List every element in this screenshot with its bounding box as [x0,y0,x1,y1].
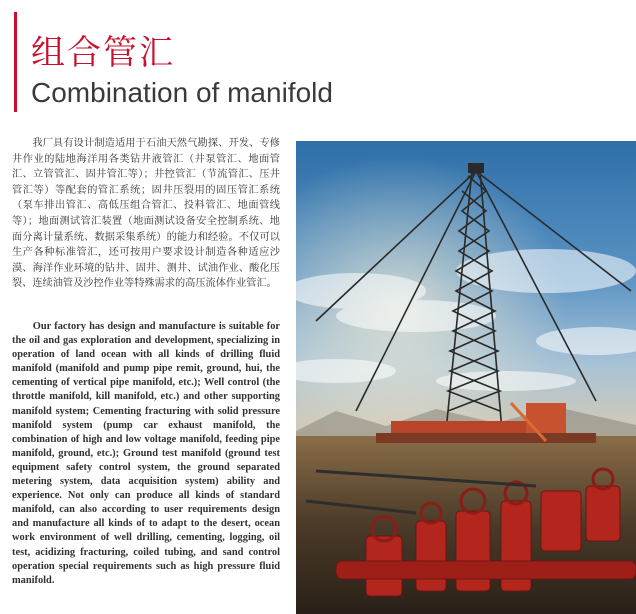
description-english: Our factory has design and manufacture is suitable for the oil and gas exploration and development, specializing in operation of land ocean with all kinds of drilling fluid manifold (manifold and pump pipe remit, ground, hui, the cementing of vertical pipe manifold, etc.); Well control (the throttle manifold, kill manifold, etc.) and other supporting manifold system; Cementing fracturing with solid pressure manifold system (pump car exhaust manifold, the combination of high and low voltage manifold, feeding pipe manifold, ground, etc.); Ground test manifold (ground test equipment safety control system, the ground separated metering system, data acquisition system) ability and experience. Not only can produce all kinds of standard manifold, can also according to user requirements design and manufacture all kinds of to adapt to the desert, ocean work environment of well drilling, cementing, logging, oil test, acidizing fracturing, coiled tubing, and sand control operation special requirements such as high pressure fluid manifold. [12,321,280,586]
page-title-chinese: 组合管汇 [31,33,175,73]
drilling-rig-photo [296,141,636,614]
crown-block [468,163,484,173]
description-chinese: 我厂具有设计制造适用于石油天然气勘探、开发、专修井作业的陆地海洋用各类钻井液管汇（井泵管汇、地面管汇、立管管汇、固井管汇等）；井控管汇（节流管汇、压井管汇等）等配套的管汇系统；固井压裂用的固压管汇系统（泵车排出管汇、高低压组合管汇、投料管汇、地面管线等）；地面测试管汇装置（地面测试设备安全控制系统、地面分离计量系统、数据采集系统）的能力和经验。不仅可以生产各种标准管汇，还可按用户要求设计制造各种适应沙漠、海洋作业环境的钻井、固井、测井、试油作业、酸化压裂、连续油管及沙控作业等特殊需求的高压流体作业管汇。 [12,138,280,290]
title-accent-bar [14,12,17,112]
page-title-english: Combination of manifold [31,77,333,108]
